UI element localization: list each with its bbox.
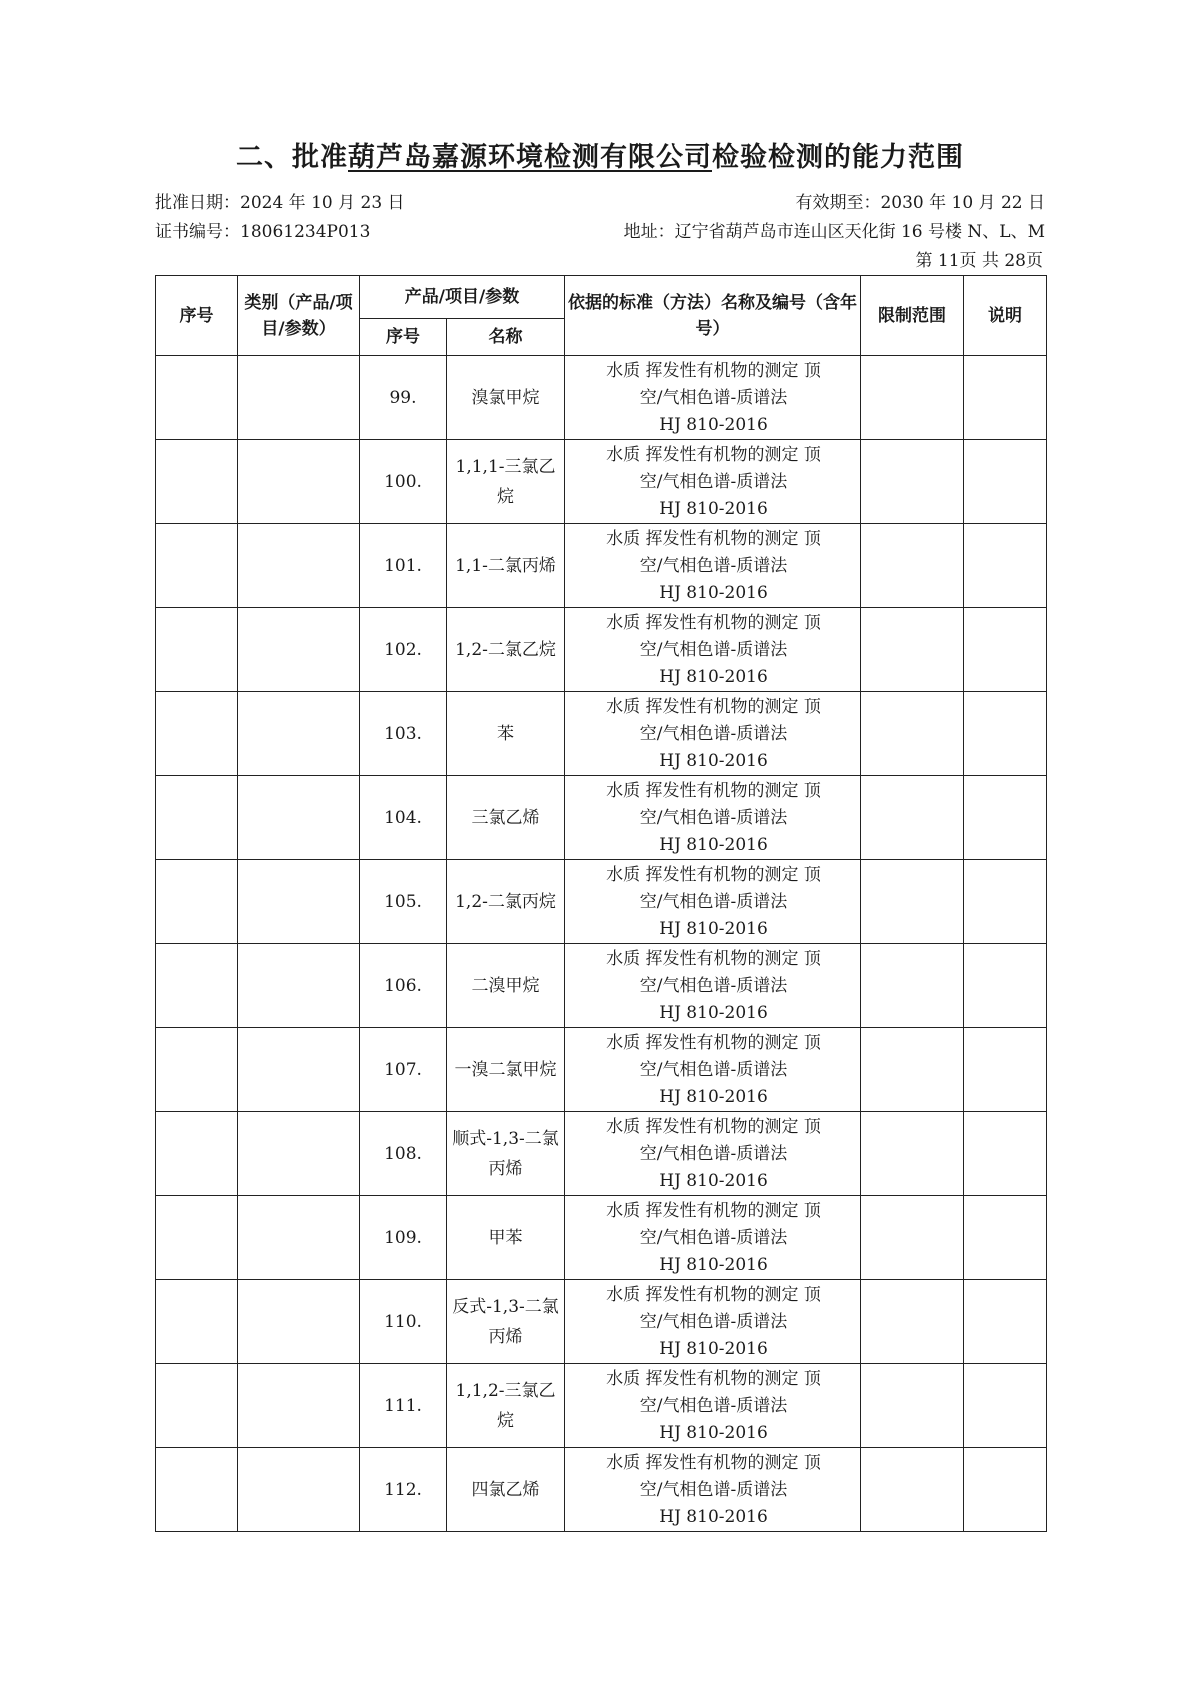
- cell-category: [238, 1448, 360, 1532]
- capability-table: [155, 275, 1047, 1532]
- cell-limit: [861, 1280, 964, 1364]
- standard-code: HJ 810-2016: [659, 1507, 768, 1527]
- cell-category: [238, 1280, 360, 1364]
- standard-code: HJ 810-2016: [659, 1087, 768, 1107]
- cell-sub-seq: 100.: [360, 440, 447, 524]
- cell-standard: [565, 440, 861, 524]
- cell-standard: [565, 1364, 861, 1448]
- cell-name: 顺式-1,3-二氯丙烯: [447, 1112, 565, 1196]
- table-row: [156, 1028, 1047, 1112]
- cell-sub-seq: 106.: [360, 944, 447, 1028]
- cell-note: [964, 1364, 1047, 1448]
- cell-note: [964, 524, 1047, 608]
- standard-line-1: 水质 挥发性有机物的测定 顶: [606, 1369, 821, 1389]
- cell-seq: [156, 692, 238, 776]
- cell-name: 四氯乙烯: [447, 1448, 565, 1532]
- cell-standard: [565, 1280, 861, 1364]
- cell-limit: [861, 1028, 964, 1112]
- cell-category: [238, 776, 360, 860]
- standard-line-2: 空/气相色谱-质谱法: [639, 1228, 788, 1248]
- cell-limit: [861, 1364, 964, 1448]
- standard-line-2: 空/气相色谱-质谱法: [639, 892, 788, 912]
- standard-code: HJ 810-2016: [659, 1003, 768, 1023]
- standard-line-1: 水质 挥发性有机物的测定 顶: [606, 781, 821, 801]
- cell-category: [238, 356, 360, 440]
- cell-seq: [156, 1448, 238, 1532]
- cell-note: [964, 776, 1047, 860]
- cell-standard: [565, 608, 861, 692]
- cell-category: [238, 692, 360, 776]
- cell-standard: [565, 524, 861, 608]
- cell-limit: [861, 524, 964, 608]
- table-row: [156, 524, 1047, 608]
- table-row: [156, 1112, 1047, 1196]
- cell-seq: [156, 944, 238, 1028]
- valid-until: 有效期至：2030 年 10 月 22 日: [795, 193, 1045, 213]
- cell-limit: [861, 944, 964, 1028]
- cell-category: [238, 1196, 360, 1280]
- cell-limit: [861, 356, 964, 440]
- header-product-group: 产品/项目/参数: [360, 276, 565, 319]
- table-row: [156, 440, 1047, 524]
- standard-line-1: 水质 挥发性有机物的测定 顶: [606, 1201, 821, 1221]
- cell-seq: [156, 608, 238, 692]
- cell-sub-seq: 99.: [360, 356, 447, 440]
- table-row: [156, 1280, 1047, 1364]
- title-prefix: 二、批准: [236, 142, 348, 173]
- standard-code: HJ 810-2016: [659, 1255, 768, 1275]
- cell-category: [238, 440, 360, 524]
- table-row: [156, 608, 1047, 692]
- cell-standard: [565, 776, 861, 860]
- standard-line-2: 空/气相色谱-质谱法: [639, 1396, 788, 1416]
- cell-seq: [156, 1280, 238, 1364]
- cell-note: [964, 356, 1047, 440]
- standard-code: HJ 810-2016: [659, 415, 768, 435]
- cell-note: [964, 1448, 1047, 1532]
- cell-category: [238, 608, 360, 692]
- cell-note: [964, 860, 1047, 944]
- standard-code: HJ 810-2016: [659, 583, 768, 603]
- cell-note: [964, 1112, 1047, 1196]
- cell-seq: [156, 1112, 238, 1196]
- table-row: [156, 356, 1047, 440]
- cell-category: [238, 1028, 360, 1112]
- cell-seq: [156, 860, 238, 944]
- table-row: [156, 692, 1047, 776]
- cell-sub-seq: 105.: [360, 860, 447, 944]
- cell-limit: [861, 692, 964, 776]
- standard-line-2: 空/气相色谱-质谱法: [639, 472, 788, 492]
- cell-standard: [565, 692, 861, 776]
- cell-category: [238, 524, 360, 608]
- cell-category: [238, 1112, 360, 1196]
- standard-line-2: 空/气相色谱-质谱法: [639, 724, 788, 744]
- standard-line-2: 空/气相色谱-质谱法: [639, 808, 788, 828]
- cell-sub-seq: 102.: [360, 608, 447, 692]
- header-note: 说明: [964, 276, 1047, 356]
- cell-note: [964, 692, 1047, 776]
- cell-name: 1,2-二氯丙烷: [447, 860, 565, 944]
- standard-line-1: 水质 挥发性有机物的测定 顶: [606, 445, 821, 465]
- title-suffix: 检验检测的能力范围: [712, 142, 964, 173]
- address: 地址：辽宁省葫芦岛市连山区天化街 16 号楼 N、L、M: [623, 222, 1045, 242]
- table-row: [156, 1196, 1047, 1280]
- standard-code: HJ 810-2016: [659, 1171, 768, 1191]
- table-row: [156, 944, 1047, 1028]
- standard-line-2: 空/气相色谱-质谱法: [639, 1480, 788, 1500]
- cell-limit: [861, 1196, 964, 1280]
- standard-line-2: 空/气相色谱-质谱法: [639, 388, 788, 408]
- header-category: 类别（产品/项目/参数）: [238, 276, 360, 356]
- header-sub-name: 名称: [447, 319, 565, 356]
- table-row: [156, 776, 1047, 860]
- cell-name: 1,1,2-三氯乙烷: [447, 1364, 565, 1448]
- standard-line-2: 空/气相色谱-质谱法: [639, 976, 788, 996]
- standard-line-1: 水质 挥发性有机物的测定 顶: [606, 1033, 821, 1053]
- header-sub-seq: 序号: [360, 319, 447, 356]
- cell-sub-seq: 101.: [360, 524, 447, 608]
- cell-note: [964, 1028, 1047, 1112]
- cell-name: 反式-1,3-二氯丙烯: [447, 1280, 565, 1364]
- cell-category: [238, 944, 360, 1028]
- cell-sub-seq: 111.: [360, 1364, 447, 1448]
- standard-line-1: 水质 挥发性有机物的测定 顶: [606, 1117, 821, 1137]
- cell-category: [238, 1364, 360, 1448]
- standard-code: HJ 810-2016: [659, 499, 768, 519]
- cell-standard: [565, 1448, 861, 1532]
- cell-sub-seq: 109.: [360, 1196, 447, 1280]
- standard-code: HJ 810-2016: [659, 835, 768, 855]
- page-number: 第 11页 共 28页: [915, 251, 1043, 271]
- cell-sub-seq: 104.: [360, 776, 447, 860]
- cell-standard: [565, 860, 861, 944]
- standard-line-1: 水质 挥发性有机物的测定 顶: [606, 613, 821, 633]
- cell-sub-seq: 103.: [360, 692, 447, 776]
- cell-limit: [861, 776, 964, 860]
- cell-limit: [861, 1112, 964, 1196]
- cell-sub-seq: 108.: [360, 1112, 447, 1196]
- cell-name: 1,1-二氯丙烯: [447, 524, 565, 608]
- cell-name: 1,1,1-三氯乙烷: [447, 440, 565, 524]
- cell-seq: [156, 356, 238, 440]
- cell-seq: [156, 1196, 238, 1280]
- table-row: [156, 860, 1047, 944]
- standard-code: HJ 810-2016: [659, 667, 768, 687]
- header-seq: 序号: [156, 276, 238, 356]
- cell-note: [964, 1280, 1047, 1364]
- cell-seq: [156, 1364, 238, 1448]
- standard-line-1: 水质 挥发性有机物的测定 顶: [606, 949, 821, 969]
- cell-seq: [156, 524, 238, 608]
- cell-name: 溴氯甲烷: [447, 356, 565, 440]
- approval-date: 批准日期：2024 年 10 月 23 日: [155, 193, 405, 213]
- standard-code: HJ 810-2016: [659, 1339, 768, 1359]
- header-limit: 限制范围: [861, 276, 964, 356]
- header-standard: 依据的标准（方法）名称及编号（含年号）: [565, 276, 861, 356]
- certificate-number: 证书编号：18061234P013: [155, 222, 371, 242]
- cell-seq: [156, 776, 238, 860]
- cell-limit: [861, 860, 964, 944]
- cell-limit: [861, 440, 964, 524]
- standard-code: HJ 810-2016: [659, 751, 768, 771]
- cell-sub-seq: 110.: [360, 1280, 447, 1364]
- cell-sub-seq: 112.: [360, 1448, 447, 1532]
- cell-seq: [156, 1028, 238, 1112]
- standard-line-2: 空/气相色谱-质谱法: [639, 1060, 788, 1080]
- cell-limit: [861, 1448, 964, 1532]
- standard-code: HJ 810-2016: [659, 1423, 768, 1443]
- table-body: [156, 356, 1047, 1532]
- cell-name: 甲苯: [447, 1196, 565, 1280]
- cell-sub-seq: 107.: [360, 1028, 447, 1112]
- standard-line-1: 水质 挥发性有机物的测定 顶: [606, 1285, 821, 1305]
- cell-standard: [565, 1196, 861, 1280]
- cell-name: 三氯乙烯: [447, 776, 565, 860]
- cell-note: [964, 440, 1047, 524]
- page-title: [0, 135, 1200, 174]
- standard-line-1: 水质 挥发性有机物的测定 顶: [606, 697, 821, 717]
- cell-note: [964, 944, 1047, 1028]
- standard-code: HJ 810-2016: [659, 919, 768, 939]
- table-row: [156, 1448, 1047, 1532]
- table-row: [156, 1364, 1047, 1448]
- standard-line-2: 空/气相色谱-质谱法: [639, 1312, 788, 1332]
- standard-line-1: 水质 挥发性有机物的测定 顶: [606, 529, 821, 549]
- cell-standard: [565, 1028, 861, 1112]
- cell-standard: [565, 1112, 861, 1196]
- cell-category: [238, 860, 360, 944]
- standard-line-1: 水质 挥发性有机物的测定 顶: [606, 361, 821, 381]
- cell-standard: [565, 944, 861, 1028]
- cell-seq: [156, 440, 238, 524]
- cell-standard: [565, 356, 861, 440]
- standard-line-2: 空/气相色谱-质谱法: [639, 556, 788, 576]
- standard-line-1: 水质 挥发性有机物的测定 顶: [606, 865, 821, 885]
- cell-name: 1,2-二氯乙烷: [447, 608, 565, 692]
- cell-name: 一溴二氯甲烷: [447, 1028, 565, 1112]
- standard-line-1: 水质 挥发性有机物的测定 顶: [606, 1453, 821, 1473]
- cell-note: [964, 1196, 1047, 1280]
- cell-limit: [861, 608, 964, 692]
- standard-line-2: 空/气相色谱-质谱法: [639, 640, 788, 660]
- cell-name: 苯: [447, 692, 565, 776]
- cell-note: [964, 608, 1047, 692]
- standard-line-2: 空/气相色谱-质谱法: [639, 1144, 788, 1164]
- cell-name: 二溴甲烷: [447, 944, 565, 1028]
- title-company: 葫芦岛嘉源环境检测有限公司: [348, 142, 712, 173]
